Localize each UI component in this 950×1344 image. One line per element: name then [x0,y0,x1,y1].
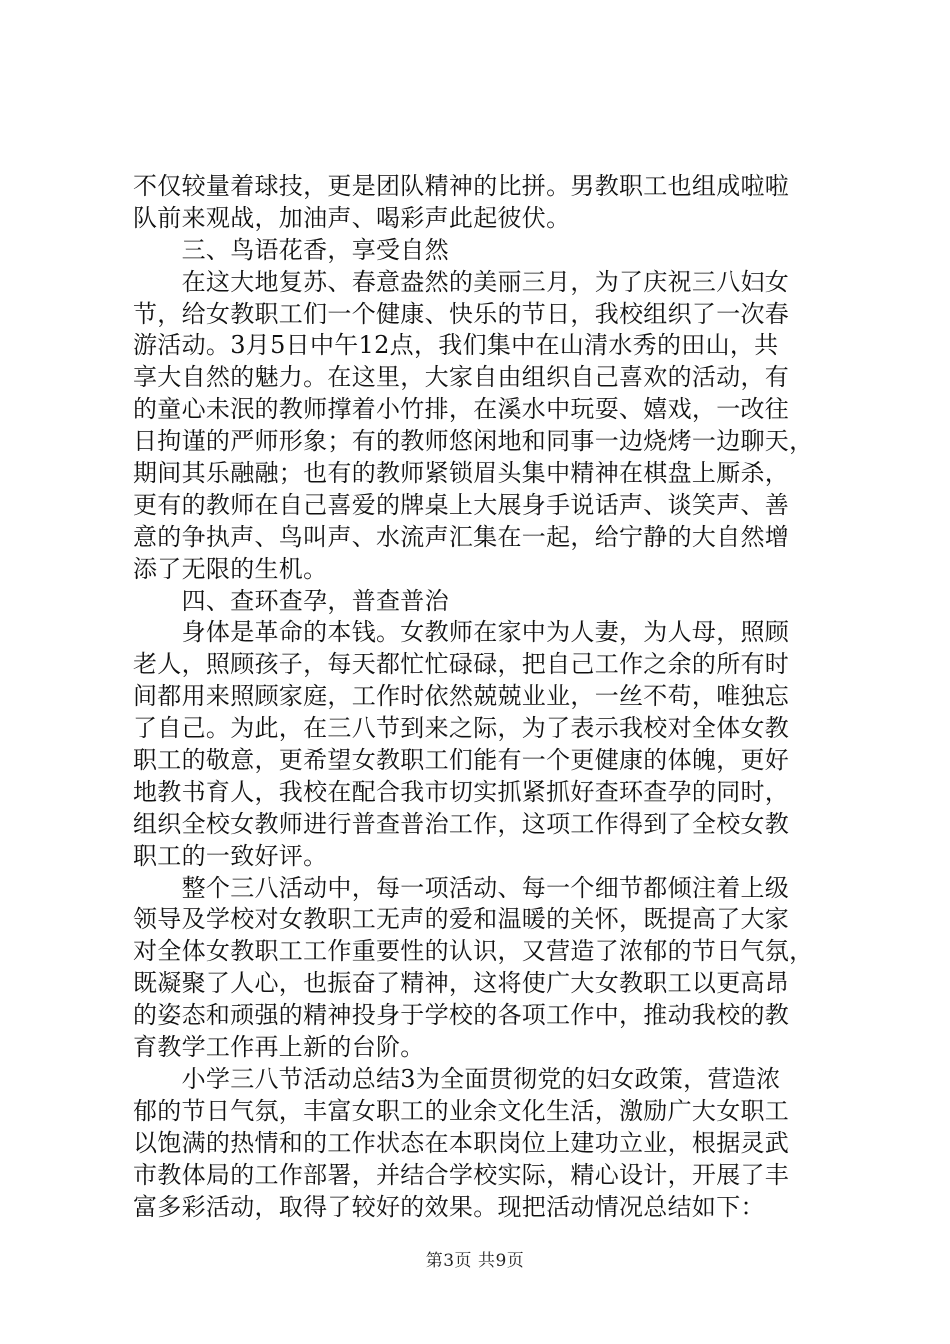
text-line: 队前来观战，加油声、喝彩声此起彼伏。 [133,203,571,232]
text-line: 更有的教师在自己喜爱的牌桌上大展身手说话声、谈笑声、善 [133,490,790,519]
page-number-indicator: 第3页 共9页 [425,1251,525,1271]
document-body [133,171,833,1223]
text-line: 以饱满的热情和的工作状态在本职岗位上建功立业，根据灵武 [133,1128,790,1157]
text-line: 育教学工作再上新的台阶。 [133,1033,425,1062]
section-heading: 三、鸟语花香，享受自然 [133,235,449,264]
text-line: 添了无限的生机。 [133,554,328,583]
text-line: 富多彩活动，取得了较好的效果。现把活动情况总结如下： [133,1192,765,1221]
text-line: 日拘谨的严师形象；有的教师悠闲地和同事一边烧烤一边聊天， [133,427,814,456]
text-line: 意的争执声、鸟叫声、水流声汇集在一起，给宁静的大自然增 [133,522,790,551]
text-line: 了自己。为此，在三八节到来之际，为了表示我校对全体女教 [133,714,790,743]
page-footer [0,1246,950,1271]
text-line: 小学三八节活动总结3为全面贯彻党的妇女政策，营造浓 [133,1064,781,1093]
text-line: 享大自然的魅力。在这里，大家自由组织自己喜欢的活动，有 [133,363,790,392]
text-line: 职工的一致好评。 [133,841,328,870]
text-line: 郁的节日气氛，丰富女职工的业余文化生活，激励广大女职工 [133,1096,790,1125]
text-line: 老人，照顾孩子，每天都忙忙碌碌，把自己工作之余的所有时 [133,650,790,679]
text-line: 整个三八活动中，每一项活动、每一个细节都倾注着上级 [133,873,790,902]
text-line: 期间其乐融融；也有的教师紧锁眉头集中精神在棋盘上厮杀， [133,459,790,488]
text-line: 的姿态和顽强的精神投身于学校的各项工作中，推动我校的教 [133,1001,790,1030]
text-line: 身体是革命的本钱。女教师在家中为人妻，为人母，照顾 [133,618,790,647]
text-line: 对全体女教职工工作重要性的认识，又营造了浓郁的节日气氛， [133,937,814,966]
text-line: 领导及学校对女教职工无声的爱和温暖的关怀，既提高了大家 [133,905,790,934]
text-line: 不仅较量着球技，更是团队精神的比拼。男教职工也组成啦啦 [133,172,790,200]
text-line: 既凝聚了人心，也振奋了精神，这将使广大女教职工以更高昂 [133,969,790,998]
section-heading: 四、查环查孕，普查普治 [133,586,449,615]
text-line: 职工的敬意，更希望女教职工们能有一个更健康的体魄，更好 [133,746,790,775]
text-line: 游活动。3月5日中午12点，我们集中在山清水秀的田山，共 [133,331,779,360]
text-line: 地教书育人，我校在配合我市切实抓紧抓好查环查孕的同时， [133,777,790,806]
text-line: 节，给女教职工们一个健康、快乐的节日，我校组织了一次春 [133,299,790,328]
text-line: 间都用来照顾家庭，工作时依然兢兢业业，一丝不苟，唯独忘 [133,682,790,711]
text-line: 在这大地复苏、春意盎然的美丽三月，为了庆祝三八妇女 [133,267,790,296]
text-line: 市教体局的工作部署，并结合学校实际，精心设计，开展了丰 [133,1160,790,1189]
text-line: 组织全校女教师进行普查普治工作，这项工作得到了全校女教 [133,809,790,838]
text-line: 的童心未泯的教师撑着小竹排，在溪水中玩耍、嬉戏，一改往 [133,395,790,424]
